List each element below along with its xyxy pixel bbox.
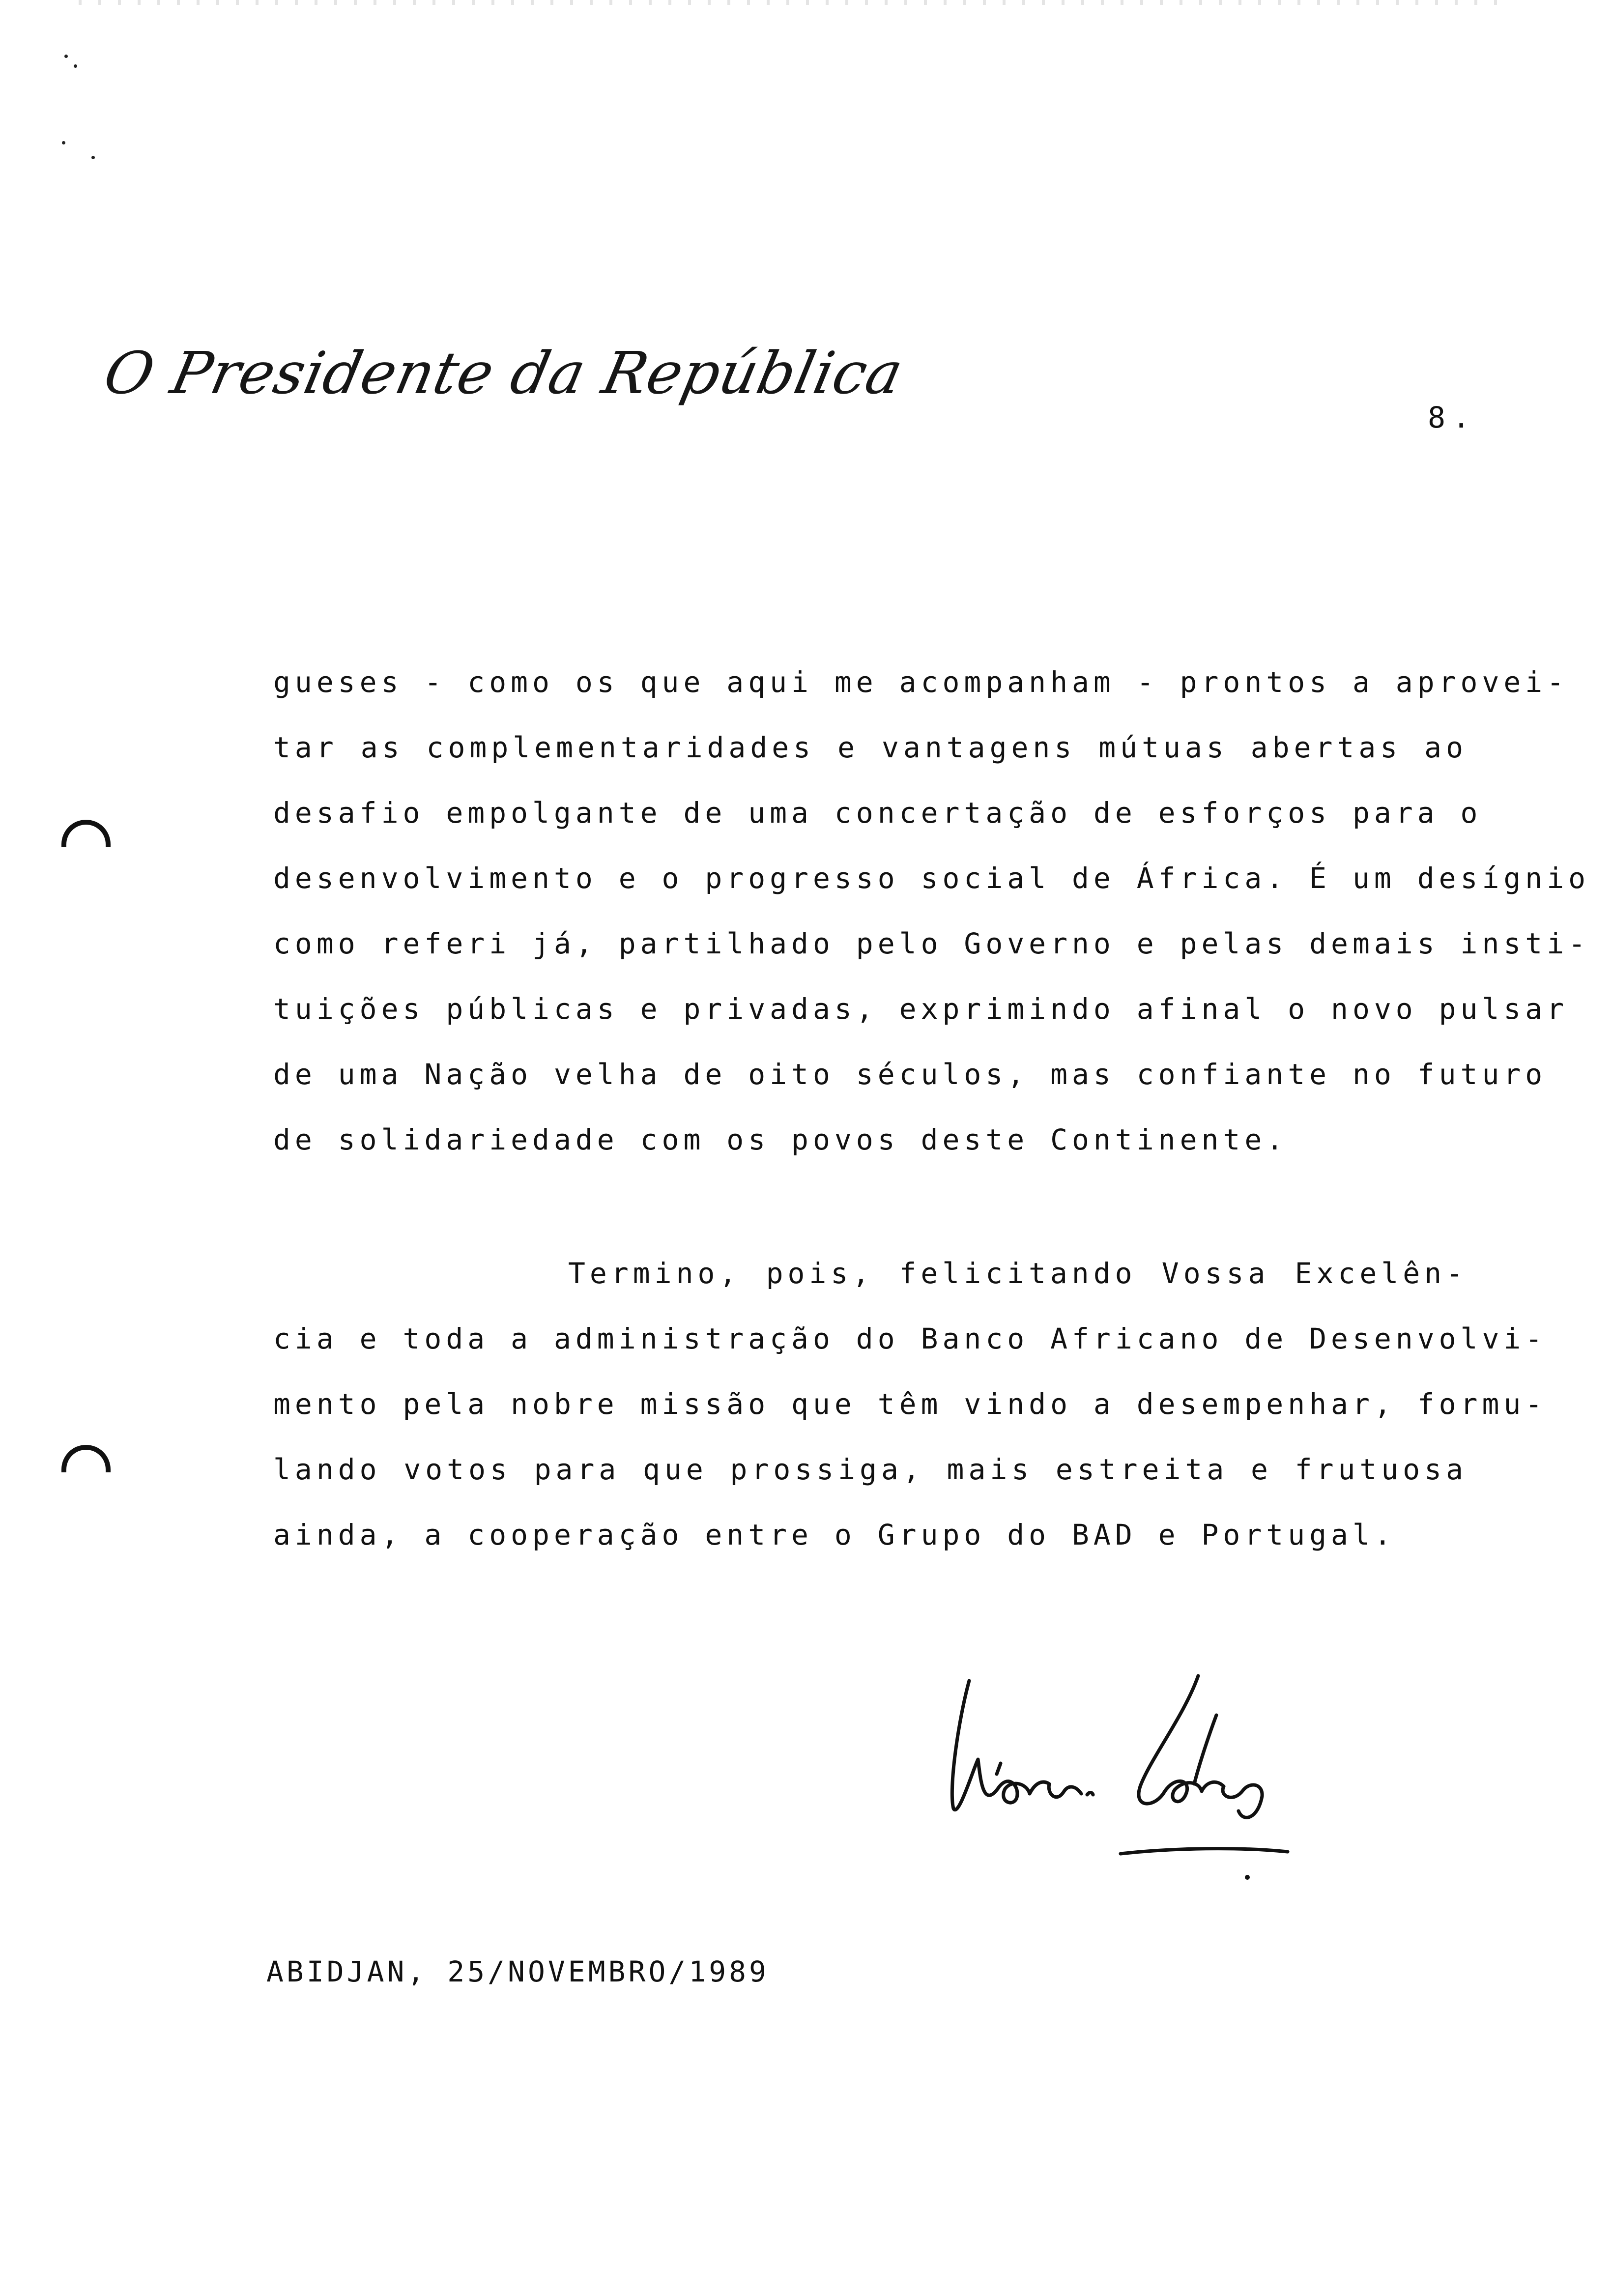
text-line: como referi já, partilhado pelo Governo e pelas demais insti-: [273, 927, 1590, 960]
text-line: Termino, pois, felicitando Vossa Excelên-: [568, 1257, 1468, 1290]
scan-artifact-dot: [74, 64, 77, 68]
text-line: lando votos para que prossiga, mais estreita e frutuosa: [273, 1453, 1468, 1486]
scan-artifact-dot: [62, 141, 65, 144]
text-line: de uma Nação velha de oito séculos, mas confiante no futuro: [273, 1058, 1547, 1091]
punch-hole-mark: [61, 820, 111, 847]
punch-hole-mark: [61, 1445, 111, 1472]
place-and-date: ABIDJAN, 25/NOVEMBRO/1989: [266, 1955, 769, 1988]
text-line: desafio empolgante de uma concertação de esforços para o: [273, 796, 1482, 830]
text-line: cia e toda a administração do Banco Africano de Desenvolvi-: [273, 1322, 1547, 1355]
text-line: desenvolvimento e o progresso social de África. É um desígnio: [273, 861, 1590, 895]
scan-artifact-dot: [91, 156, 95, 159]
scan-artifact-top: [79, 0, 1504, 5]
scan-artifact-dot: [64, 55, 68, 58]
text-line: tuições públicas e privadas, exprimindo afinal o novo pulsar: [273, 992, 1569, 1026]
page-number: 8.: [1428, 401, 1477, 435]
text-line: mento pela nobre missão que têm vindo a desempenhar, formu-: [273, 1387, 1547, 1421]
letterhead-title: O Presidente da República: [98, 339, 909, 407]
body-paragraph-2: [273, 1241, 1547, 1568]
text-line: de solidariedade com os povos deste Continente.: [273, 1123, 1288, 1156]
text-line: gueses - como os que aqui me acompanham - prontos a aprovei-: [273, 665, 1569, 699]
text-line: tar as complementaridades e vantagens mútuas abertas ao: [273, 731, 1468, 764]
handwritten-signature: [944, 1661, 1297, 1887]
text-line: ainda, a cooperação entre o Grupo do BAD e Portugal.: [273, 1518, 1396, 1551]
body-paragraph-1: [273, 650, 1590, 1173]
